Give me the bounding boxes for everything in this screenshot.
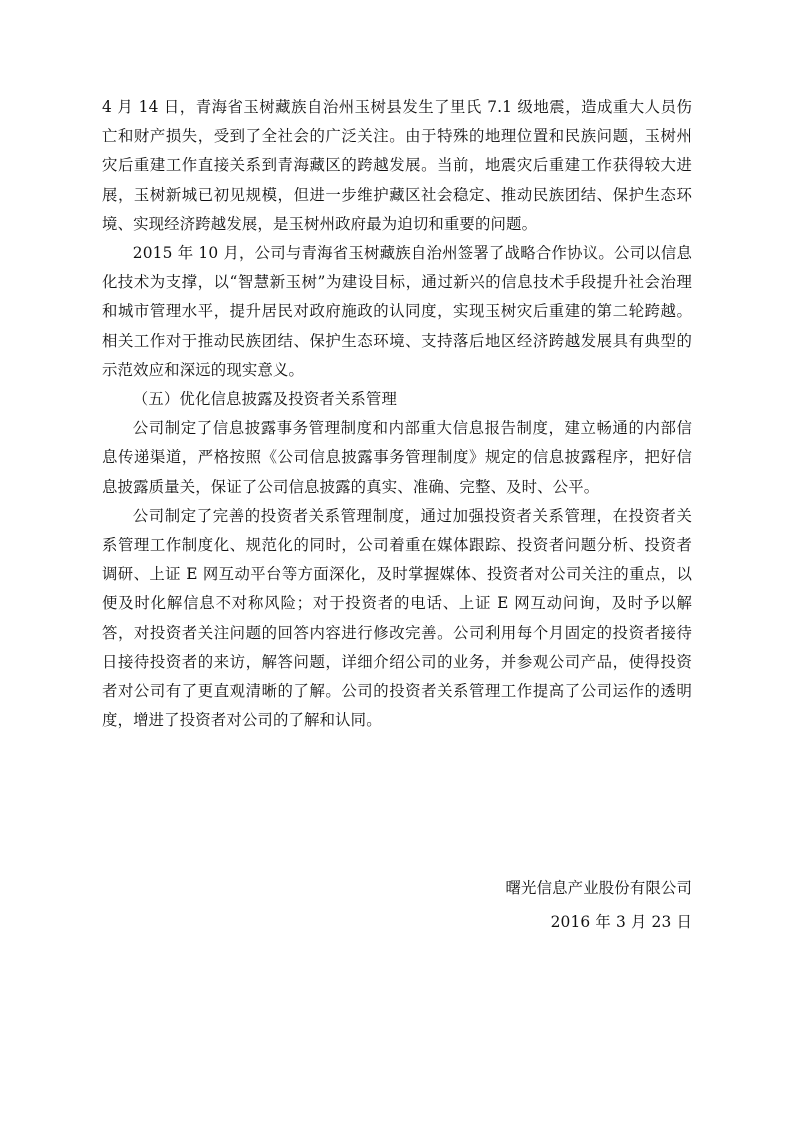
paragraph-yushu-cooperation: 2015 年 10 月，公司与青海省玉树藏族自治州签署了战略合作协议。公司以信息化技术为支撑，以“智慧新玉树”为建设目标，通过新兴的信息技术手段提升社会治理和城市管理水平，提升居民对政府施政的认同度，实现玉树灾后重建的第二轮跨越。相关工作对于推动民族团结、保护生态环境、支持落后地区经济跨越发展具有典型的示范效应和深远的现实意义。 xyxy=(102,244,692,379)
paragraph-earthquake-background: 4 月 14 日，青海省玉树藏族自治州玉树县发生了里氏 7.1 级地震，造成重大人员伤亡和财产损失，受到了全社会的广泛关注。由于特殊的地理位置和民族问题，玉树州灾后重建工作直接关系到青海藏区的跨越发展。当前，地震灾后重建工作获得较大进展，玉树新城已初见规模，但进一步维护藏区社会稳定、推动民族团结、保护生态环境、实现经济跨越发展，是玉树州政府最为迫切和重要的问题。 xyxy=(102,98,692,233)
paragraph-investor-relations: 公司制定了完善的投资者关系管理制度，通过加强投资者关系管理，在投资者关系管理工作制度化、规范化的同时，公司着重在媒体跟踪、投资者问题分析、投资者调研、上证 E 网互动平台等方面深化，及时掌握媒体、投资者对公司关注的重点，以便及时化解信息不对称风险；对于投资者的电话、上证 E 网互动问询，及时予以解答，对投资者关注问题的回答内容进行修改完善。公司利用每个月固定的投资者接待日接待投资者的来访，解答问题，详细介绍公司的业务，并参观公司产品，使得投资者对公司有了更直观清晰的了解。公司的投资者关系管理工作提高了公司运作的透明度，增进了投资者对公司的了解和认同。 xyxy=(102,506,692,730)
signature-company: 曙光信息产业股份有限公司 xyxy=(505,879,692,897)
paragraph-information-disclosure: 公司制定了信息披露事务管理制度和内部重大信息报告制度，建立畅通的内部信息传递渠道，严格按照《公司信息披露事务管理制度》规定的信息披露程序，把好信息披露质量关，保证了公司信息披露的真实、准确、完整、及时、公平。 xyxy=(102,419,692,496)
signature-date: 2016 年 3 月 23 日 xyxy=(550,913,692,931)
document-body xyxy=(102,93,692,735)
signature-block xyxy=(506,871,693,939)
section-heading-disclosure: （五）优化信息披露及投资者关系管理 xyxy=(132,390,397,409)
